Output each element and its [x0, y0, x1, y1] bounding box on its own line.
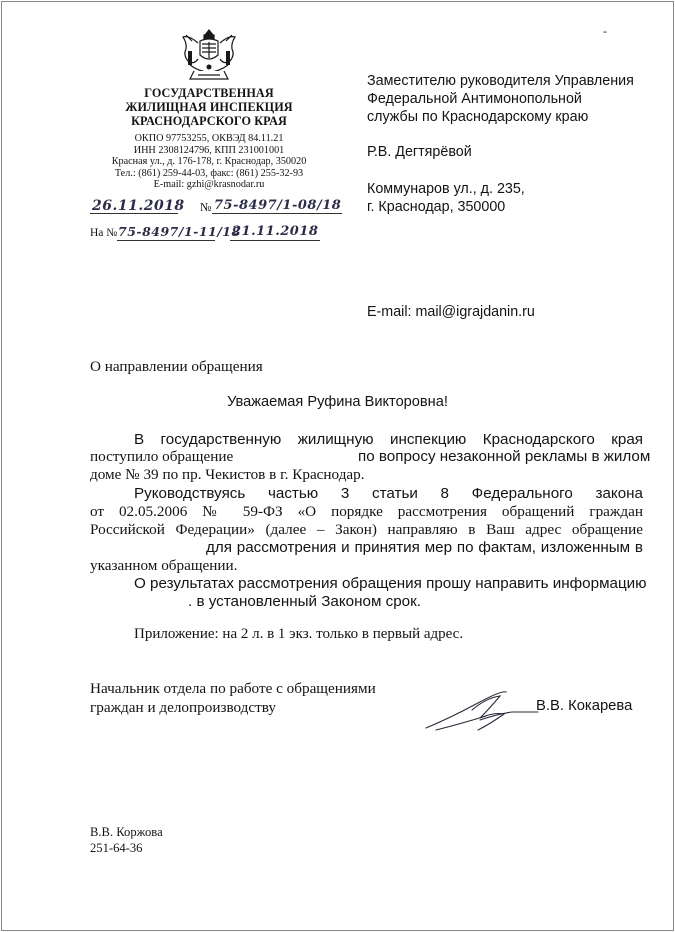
- org-line: КРАСНОДАРСКОГО КРАЯ: [131, 114, 287, 128]
- recipient-title: [367, 72, 634, 126]
- recipient-line: Заместителю руководителя Управления: [367, 73, 634, 89]
- coat-of-arms-icon: [178, 27, 240, 83]
- registration-number-prefix: №: [200, 200, 212, 214]
- organization-requisites: [86, 133, 332, 191]
- recipient-address: [367, 180, 525, 216]
- registration-date: 26.11.2018: [92, 198, 185, 214]
- reply-to-prefix: На №: [90, 227, 118, 239]
- recipient-line: Федеральной Антимонопольной: [367, 91, 582, 107]
- executor-phone: 251-64-36: [90, 841, 143, 855]
- paragraph-3-line: . в установленный Законом срок.: [188, 593, 421, 610]
- org-line: ЖИЛИЩНАЯ ИНСПЕКЦИЯ: [125, 100, 293, 114]
- paragraph-3-line: О результатах рассмотрения обращения прошу направить информацию: [134, 575, 647, 592]
- address-line: Коммунаров ул., д. 235,: [367, 181, 525, 197]
- paragraph-2-line: Руководствуясь частью 3 статьи 8 Федерального закона: [134, 485, 643, 502]
- paragraph-1-line: В государственную жилищную инспекцию Краснодарского края: [134, 431, 643, 448]
- paragraph-1-line: [90, 448, 651, 466]
- executor-name: В.В. Коржова: [90, 825, 163, 839]
- paragraph-2-line: Российской Федерации» (далее – Закон) направляю в Ваш адрес обращение: [90, 521, 643, 538]
- org-line: ГОСУДАРСТВЕННАЯ: [144, 86, 274, 100]
- registration-number: 75-8497/1-08/18: [214, 198, 342, 213]
- handwritten-signature-icon: [420, 684, 550, 738]
- paragraph-2-line: от 02.05.2006 № 59-ФЗ «О порядке рассмотрения обращений граждан: [90, 503, 643, 520]
- paragraph-2-line: для рассмотрения и принятия мер по фактам, изложенным в: [206, 539, 643, 556]
- signatory-position: [90, 679, 376, 717]
- requisite-line: Красная ул., д. 176-178, г. Краснодар, 350020: [111, 156, 307, 167]
- reg-number-underline: [212, 213, 342, 214]
- letter-subject: О направлении обращения: [90, 358, 263, 375]
- reply-number-underline: [117, 240, 215, 241]
- recipient-email: E-mail: mail@igrajdanin.ru: [367, 304, 535, 320]
- position-line: Начальник отдела по работе с обращениями: [90, 680, 376, 697]
- address-line: г. Краснодар, 350000: [367, 199, 506, 215]
- reply-date-underline: [230, 240, 320, 241]
- position-line: граждан и делопроизводству: [90, 699, 277, 716]
- reply-to-number: 75-8497/1-11/18: [118, 224, 241, 239]
- corner-mark: -: [603, 24, 607, 38]
- greeting: Уважаемая Руфина Викторовна!: [227, 394, 448, 410]
- requisite-line: E-mail: gzhi@krasnodar.ru: [153, 179, 265, 190]
- requisite-line: ОКПО 97753255, ОКВЭД 84.11.21: [134, 133, 284, 144]
- paragraph-1-text: поступило обращение: [90, 448, 234, 465]
- recipient-name: Р.В. Дегтярёвой: [367, 144, 472, 160]
- paragraph-2-line: указанном обращении.: [90, 557, 238, 574]
- signatory-name: В.В. Кокарева: [536, 698, 633, 714]
- requisite-line: ИНН 2308124796, КПП 231001001: [133, 144, 285, 156]
- reply-to-date: 21.11.2018: [232, 224, 319, 239]
- attachment-note: Приложение: на 2 л. в 1 экз. только в первый адрес.: [134, 626, 464, 642]
- paragraph-1-text: по вопросу незаконной рекламы в жилом: [358, 448, 651, 465]
- requisite-line: Тел.: (861) 259-44-03, факс: (861) 255-32-93: [114, 167, 304, 179]
- executor-info: [90, 824, 163, 856]
- recipient-line: службы по Краснодарскому краю: [367, 109, 589, 125]
- organization-name: [100, 86, 318, 128]
- paragraph-1-line: доме № 39 по пр. Чекистов в г. Краснодар.: [90, 466, 365, 483]
